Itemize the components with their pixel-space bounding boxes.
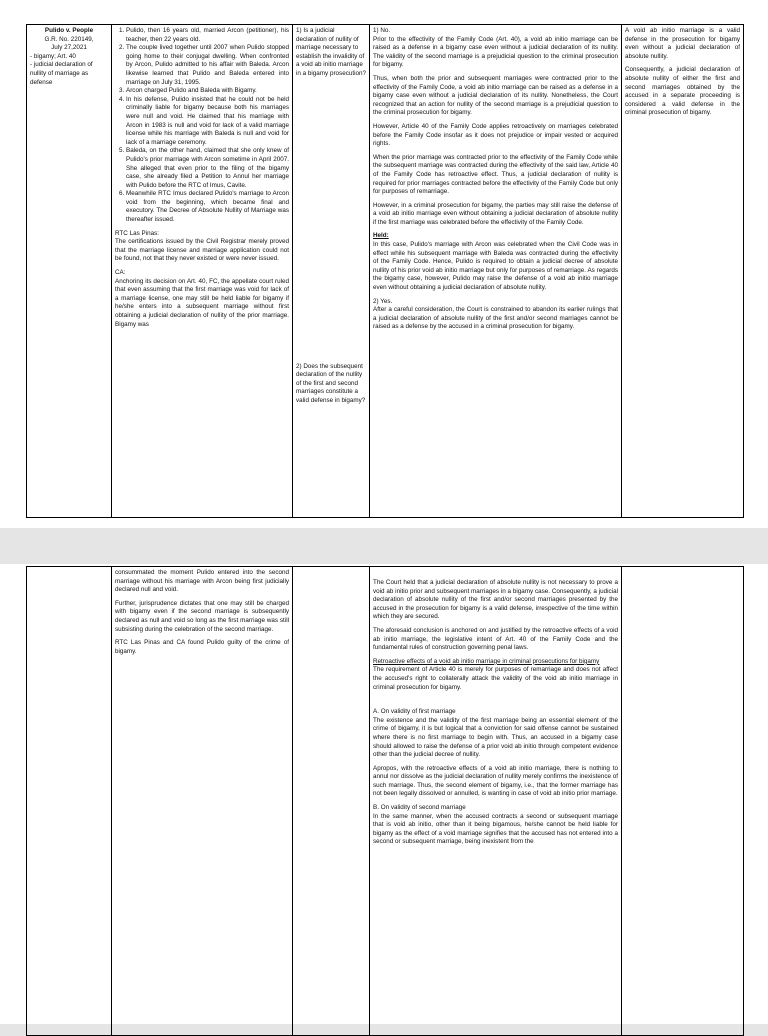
ruling-2-head: 2) Yes. <box>373 297 393 305</box>
held-text: In this case, Pulido's marriage with Arcon was celebrated when the Civil Code was in effect while his subsequent marriage with Baleda was contracted during the effectivity of the Family Code. Hence, Pulido is required to obtain a judicial decree of absolute nullity of his prior void ab initio marriage but only for purposes of remarriage. As regards the bigamy case, however, Pulido may raise the defense of a void ab initio marriage even without obtaining a judicial declaration of absolute nullity. <box>373 241 618 292</box>
doctrine-2: Consequently, a judicial declaration of absolute nullity of either the first and second marriages obtained by the accused in a separate proceeding is considered a valid defense in the criminal prosecution of bigamy. <box>625 66 740 117</box>
doctrine-cell-continued <box>622 567 744 1036</box>
case-number: G.R. No. 220149, <box>44 35 94 43</box>
section-b-text: In the same manner, when the accused contracts a second or subsequent marriage that is void ab initio, other than it being bigamous, he/she cannot be held liable for bigamy as the effect of a void marriage signifies that the accused has not entered into a second or subsequent marriage, being inexistent from the <box>373 812 618 846</box>
ruling-paragraph: When the prior marriage was contracted prior to the effectivity of the Family Code while the subsequent marriage was contracted during the effectivity of the said law, Article 40 of the Family Code has retroactive effect. Thus, a judicial declaration of nullity is required for prior marriages contracted before the effectivity of the Family Code but only for purposes of remarriage. <box>373 153 618 196</box>
ca-heading: CA: <box>115 269 126 277</box>
issues-cell <box>293 25 370 518</box>
ruling-cell-continued <box>370 567 622 1036</box>
fact-item: 3. Arcon charged Pulido and Baleda with Bigamy. <box>126 87 289 96</box>
facts-cell-continued <box>112 567 293 1036</box>
case-topic-1: - bigamy; Art. 40 <box>30 52 76 60</box>
issue-2: 2) Does the subsequent declaration of the nullity of the first and second marriages constitute a valid defense in bigamy? <box>296 362 366 404</box>
fact-item: 5. Baleda, on the other hand, claimed that she only knew of Pulido's prior marriage with Arcon sometime in April 2007. She alleged that even prior to the filing of the bigamy case, she already filed a Petition to Annul her marriage with Pulido before the RTC of Imus, Cavite. <box>126 147 289 190</box>
section-a-head: A. On validity of first marriage <box>373 708 456 716</box>
doctrine-1: A void ab initio marriage is a valid defense in the prosecution for bigamy even without a judicial declaration of absolute nullity. <box>625 27 740 60</box>
guilty-text: RTC Las Pinas and CA found Pulido guilty of the crime of bigamy. <box>115 639 289 655</box>
case-info-cell <box>27 25 112 518</box>
ruling-paragraph: After a careful consideration, the Court is constrained to abandon its earlier rulings that a judicial declaration of absolute nullity of the first and/or second marriages cannot be raised as a defense by the accused in a criminal prosecution for bigamy. <box>373 306 618 331</box>
apropos-text: Apropos, with the retroactive effects of a void ab initio marriage, there is nothing to annul nor dissolve as the judicial declaration of nullity merely confirms the inexistence of such marriage. Thus, the second element of bigamy, i.e., that the former marriage has not been legally dissolved or annulled, is wanting in case of void ab initio prior marriage. <box>373 764 619 798</box>
fact-item: 6. Meanwhile RTC Imus declared Pulido's marriage to Arcon void from the beginning, which became final and executory. The Decree of Absolute Nullity of Marriage was thereafter issued. <box>126 190 289 224</box>
case-topic-2: - judicial declaration of nullity of marriage as defense <box>30 61 93 86</box>
issues-cell-continued <box>293 567 370 1036</box>
doctrine-cell <box>622 25 744 518</box>
ruling-cell <box>370 25 622 518</box>
facts-cell <box>112 25 293 518</box>
fact-item: 4. In his defense, Pulido insisted that he could not be held criminally liable for bigamy because both his marriages were null and void. He claimed that his marriage with Arcon in 1983 is null and void for lack of a valid marriage license while his marriage with Baleda is null and void for lack of a marriage ceremony. <box>126 96 289 148</box>
ruling-paragraph: Prior to the effectivity of the Family Code (Art. 40), a void ab initio marriage can be raised as a defense in a bigamy case even without a judicial declaration of its nullity. The validity of the second marriage is a prejudicial question to the criminal prosecution for bigamy. <box>373 35 618 69</box>
section-b-head: B. On validity of second marriage <box>373 804 466 812</box>
rtc-heading: RTC Las Pinas: <box>115 229 159 237</box>
issue-1: 1) Is a judicial declaration of nullity of marriage necessary to establish the invalidity of a void ab initio marriage in a bigamy prosecution? <box>296 27 367 77</box>
case-digest-table-page-1 <box>26 24 744 518</box>
fact-item: 2. The couple lived together until 2007 when Pulido stopped going home to their conjugal dwelling. When confronted by Arcon, Pulido admitted to his affair with Baleda. Arcon likewise learned that Pulido and Baleda entered into marriage on July 31, 1995. <box>126 44 289 87</box>
ruling-paragraph: The aforesaid conclusion is anchored on and justified by the retroactive effects of a void ab initio marriage, the legislative intent of Art. 40 of the Family Code and the fundamental rules of construction governing penal laws. <box>373 626 618 652</box>
fact-item: 1. Pulido, then 16 years old, married Arcon (petitioner), his teacher, then 22 years old. <box>126 27 289 44</box>
case-caption: Pulido v. People <box>44 27 94 34</box>
case-info-cell-continued <box>27 567 112 1036</box>
ruling-paragraph: However, in a criminal prosecution for bigamy, the parties may still raise the defense of a void ab initio marriage even without obtaining a judicial declaration of absolute nullity if the first marriage was celebrated before the effectivity of the Family Code. <box>373 201 618 226</box>
ruling-paragraph: However, Article 40 of the Family Code applies retroactively on marriages celebrated before the Family Code insofar as it does not prejudice or impair vested or acquired rights. <box>373 122 618 148</box>
retroactive-heading: Retroactive effects of a void ab initio marriage in criminal prosecutions for bigamy <box>373 657 600 665</box>
case-digest-table-page-2 <box>26 566 744 1036</box>
ruling-paragraph: The Court held that a judicial declaration of absolute nullity is not necessary to prove a void ab initio prior and subsequent marriages in a bigamy case. Consequently, a judicial declaration of absolute nullity of the first and/or second marriages presented by the accused in the prosecution for bigamy is a valid defense, irrespective of the time within which they are secured. <box>373 579 618 621</box>
case-date: July 27,2021 <box>51 44 87 52</box>
jurisprudence-text: Further, jurisprudence dictates that one may still be charged with bigamy even if the second marriage is subsequently declared as null and void so long as the first marriage was still subsisting during the celebration of the second marriage. <box>115 599 289 633</box>
retroactive-text: The requirement of Article 40 is merely for purposes of remarriage and does not affect the accused's right to collaterally attack the validity of the void ab initio marriage in criminal prosecution for bigamy. <box>373 666 618 691</box>
ca-text-continued: consummated the moment Pulido entered into the second marriage without his marriage with Arcon being first judicially declared null and void. <box>115 569 289 594</box>
rtc-text: The certifications issued by the Civil Registrar merely proved that the marriage license and marriage application could not be found, not that they never existed or were never issued. <box>115 238 289 263</box>
ca-text: Anchoring its decision on Art. 40, FC, the appellate court ruled that even assuming that the first marriage was void for lack of a marriage license, one may still be held liable for bigamy if he/she enters into a subsequent marriage without first obtaining a judicial declaration of nullity of the prior marriage. Bigamy was <box>115 277 289 328</box>
section-a-text: The existence and the validity of the first marriage being an essential element of the crime of bigamy, it is but logical that a conviction for said offense cannot be sustained where there is no first marriage to begin with. Thus, an accused in a bigamy case should allowed to raise the defense of a prior void ab initio through competent evidence other than the judicial decree of nullity. <box>373 716 618 759</box>
held-label: Held: <box>373 232 389 240</box>
ruling-paragraph: Thus, when both the prior and subsequent marriages were contracted prior to the effectivity of the Family Code, a void ab initio marriage can be raised as a defense in a bigamy case even without a judicial declaration of its nullity. Nonetheless, the Court recognized that an action for nullity of the second marriage is a prejudicial question to the criminal prosecution for bigamy. <box>373 74 618 117</box>
page-2 <box>0 564 768 1024</box>
ruling-1-head: 1) No. <box>373 27 391 34</box>
